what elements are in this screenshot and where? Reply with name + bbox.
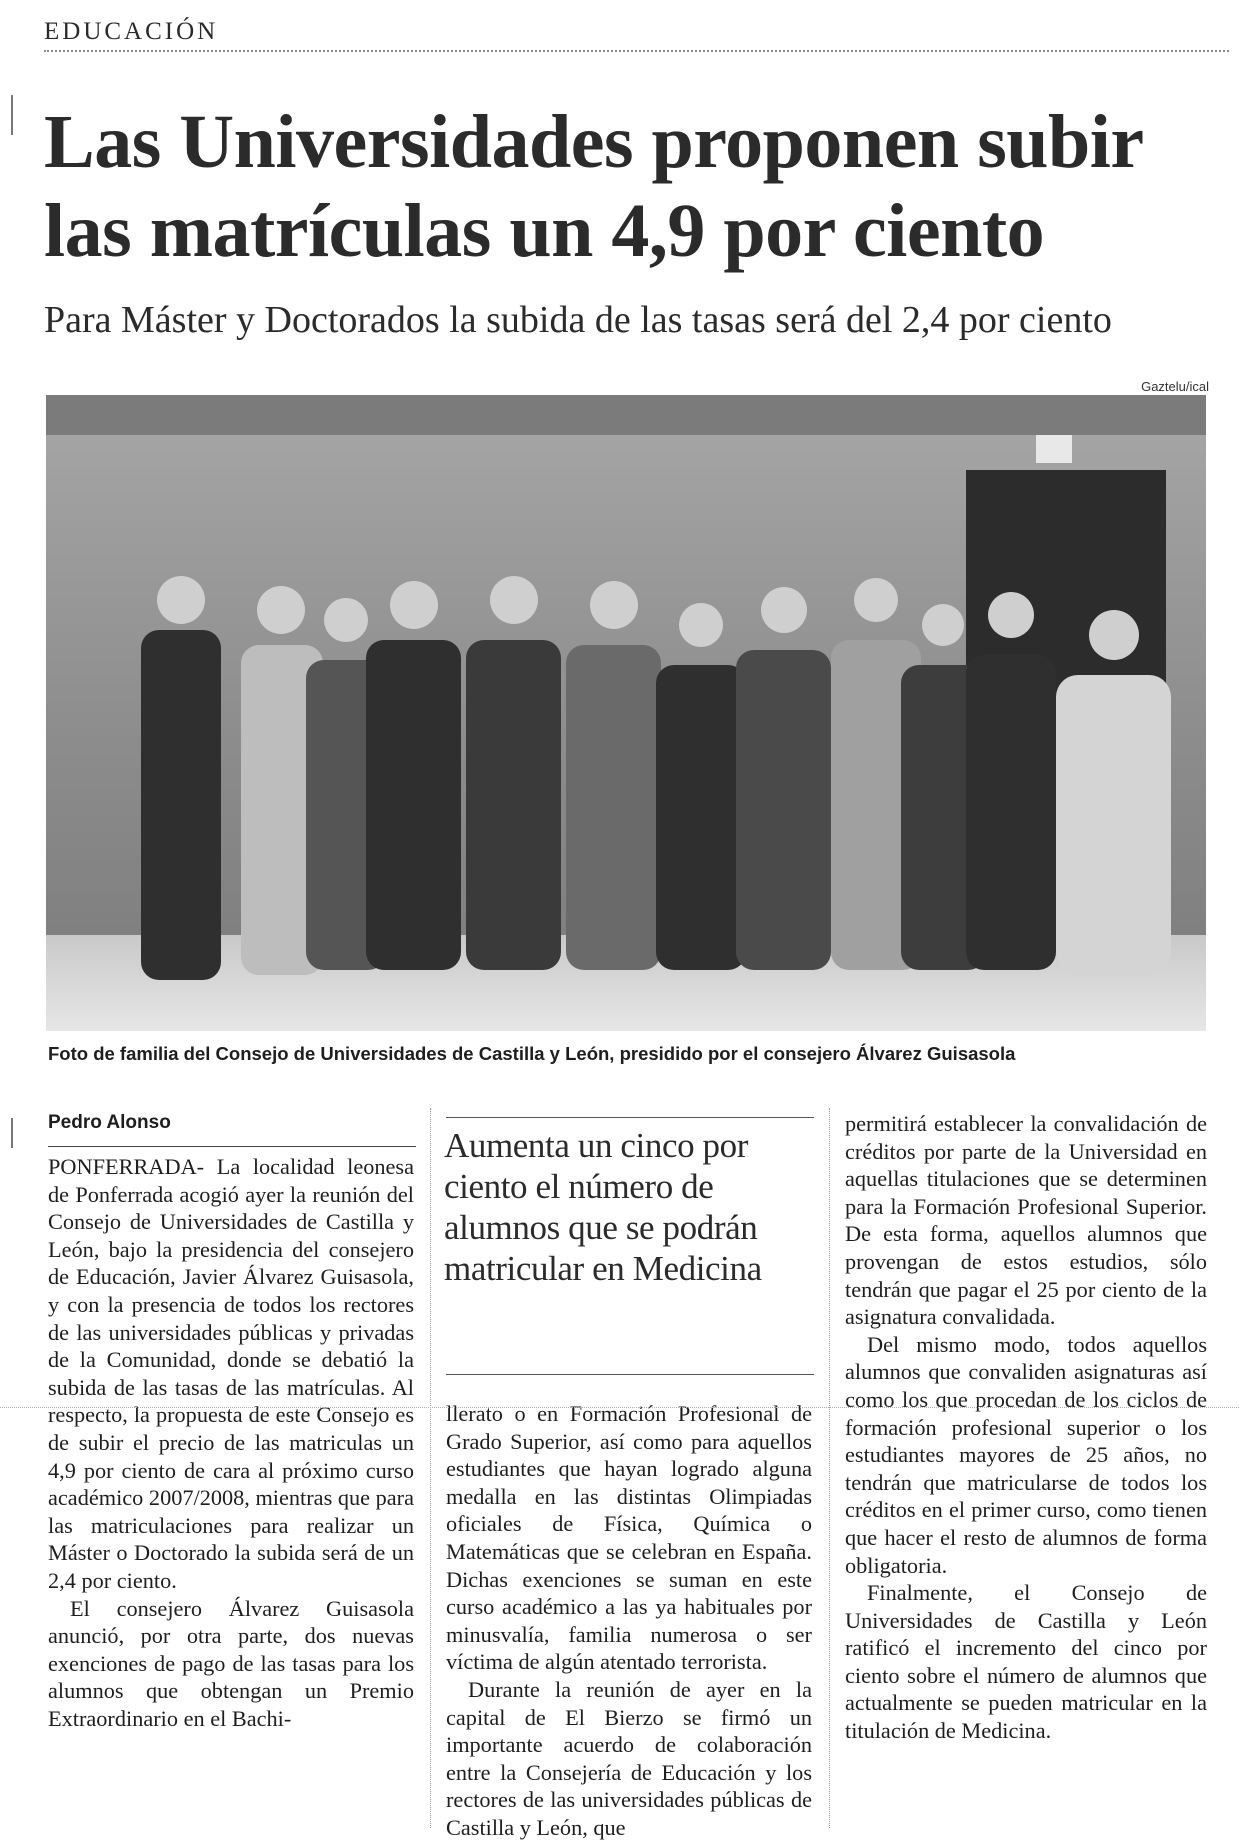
group-photo-illustration	[46, 395, 1206, 1031]
paragraph: Durante la reunión de ayer en la capital de El Bierzo se firmó un importante acuerdo de colaboración entre la Consejería de Educación y los rectores de las universidades públicas de Castilla y León, que	[446, 1676, 812, 1840]
paragraph: llerato o en Formación Profesional de Grado Superior, así como para aquellos estudiantes que hayan logrado alguna medalla en las distintas Olimpiadas oficiales de Física, Química o Matemáticas que se celebran en España. Dichas exenciones se suman en este curso académico a las ya habituales por minusvalía, familia numerosa o ser víctima de algún atentado terrorista.	[446, 1401, 812, 1675]
headline-line-1: Las Universidades proponen subir	[44, 100, 1144, 184]
section-divider	[44, 50, 1229, 52]
byline-divider	[48, 1146, 416, 1147]
pullquote-rule-top	[446, 1117, 814, 1118]
column-divider	[430, 1108, 431, 1828]
paragraph: permitirá establecer la convalidación de créditos por parte de la Universidad en aquellas titulaciones que se determinen para la Formación Profesional Superior. De esta forma, aquellos alumnos que provengan de estos estudios, sólo tendrán que pagar el 25 por ciento de la asignatura convalidada.	[845, 1111, 1207, 1330]
column-divider	[829, 1108, 830, 1828]
section-label: EDUCACIÓN	[44, 18, 219, 45]
article-column-3	[845, 1110, 1207, 1745]
paragraph: PONFERRADA- La localidad leonesa de Ponferrada acogió ayer la reunión del Consejo de Universidades de Castilla y León, bajo la presidencia del consejero de Educación, Javier Álvarez Guisasola, y con la presencia de todos los rectores de las universidades públicas y privadas de la Comunidad, donde se debatió la subida de las tasas de las matrículas. Al respecto, la propuesta de este Consejo es de subir el precio de las matriculas un 4,9 por ciento de cara al próximo curso académico 2007/2008, mientras que para las matriculaciones para realizar un Máster o Doctorado la subida será de un 2,4 por ciento.	[48, 1154, 414, 1593]
paragraph: El consejero Álvarez Guisasola anunció, por otra parte, dos nuevas exenciones de pago de las tasas para los alumnos que obtengan un Premio Extraordinario en el Bachi-	[48, 1595, 414, 1731]
photo-credit: Gaztelu/ical	[1141, 379, 1209, 394]
pullquote-rule-bottom	[446, 1374, 814, 1375]
scan-edge-mark	[11, 95, 13, 135]
article-column-1	[48, 1153, 414, 1732]
subheadline: Para Máster y Doctorados la subida de las tasas será del 2,4 por ciento	[44, 299, 1112, 341]
pullquote: Aumenta un cinco por ciento el número de alumnos que se podrán matricular en Medicina	[444, 1126, 762, 1288]
article-column-2	[446, 1400, 812, 1842]
byline: Pedro Alonso	[48, 1112, 171, 1133]
paragraph: Del mismo modo, todos aquellos alumnos que convaliden asignaturas así como los que procedan de los ciclos de formación profesional superior o los estudiantes mayores de 25 años, no tendrán que matricularse de todos los créditos en el primer curso, como tienen que hacer el resto de alumnos de forma obligatoria.	[845, 1331, 1207, 1578]
headline	[44, 98, 1224, 276]
headline-line-2: las matrículas un 4,9 por ciento	[44, 189, 1045, 273]
scan-fold-line	[0, 1407, 1239, 1408]
scan-edge-mark	[11, 1118, 13, 1148]
news-photo	[46, 395, 1206, 1031]
photo-caption: Foto de familia del Consejo de Universidades de Castilla y León, presidido por el consejero Álvarez Guisasola	[48, 1043, 1016, 1064]
paragraph: Finalmente, el Consejo de Universidades de Castilla y León ratificó el incremento del cinco por ciento sobre el número de alumnos que actualmente se pueden matricular en la titulación de Medicina.	[845, 1580, 1207, 1744]
